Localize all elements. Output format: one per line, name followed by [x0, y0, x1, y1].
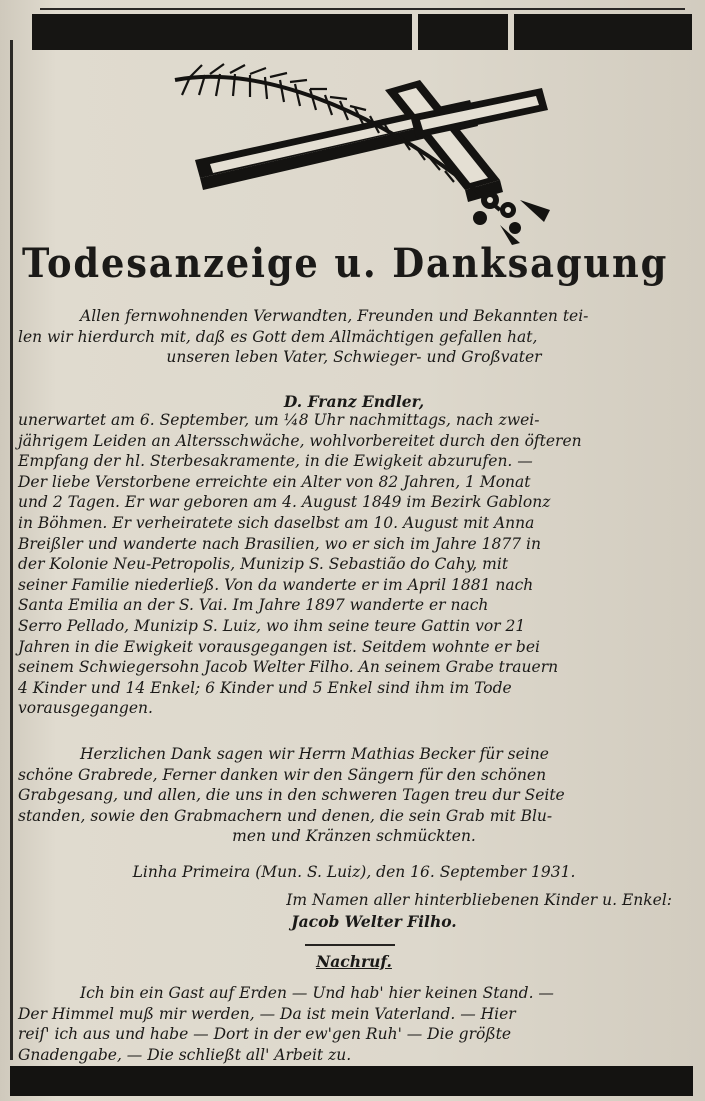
nachruf-heading: Nachruf.	[316, 952, 392, 971]
text-line: Gnadengabe, — Die schließt all' Arbeit zu.	[18, 1045, 352, 1064]
text-line: Grabgesang, und allen, die uns in den schweren Tagen treu dur Seite	[18, 786, 565, 805]
text-line: in Böhmen. Er verheiratete sich daselbst am 10. August mit Anna	[18, 513, 535, 532]
text-line: Der liebe Verstorbene erreichte ein Alter von 82 Jahren, 1 Monat	[18, 472, 531, 491]
border-segment	[418, 14, 508, 50]
text-line: und 2 Tagen. Er war geboren am 4. August 1849 im Bezirk Gablonz	[18, 493, 551, 512]
text-line: der Kolonie Neu-Petropolis, Munizip S. Sebastião do Cahy, mit	[18, 555, 509, 574]
place-date: Linha Primeira (Mun. S. Luiz), den 16. September 1931.	[132, 863, 576, 881]
border-segment	[32, 14, 412, 50]
nachruf-poem	[18, 983, 690, 1065]
text-line: jährigem Leiden an Altersschwäche, wohlvorbereitet durch den öfteren	[18, 431, 582, 450]
text-line: schöne Grabrede, Ferner danken wir den Sängern für den schönen	[18, 765, 547, 784]
text-line: seinem Schwiegersohn Jacob Welter Filho. An seinem Grabe trauern	[18, 658, 559, 677]
place-date-block	[18, 862, 690, 883]
signature-name-block	[18, 912, 690, 933]
signature-line: Im Namen aller hinterbliebenen Kinder u. Enkel:	[286, 891, 672, 909]
text-line: Breißler und wanderte nach Brasilien, wo er sich im Jahre 1877 in	[18, 534, 541, 553]
text-line: Empfang der hl. Sterbesakramente, in die Ewigkeit abzurufen. —	[18, 452, 533, 471]
text-line: len wir hierdurch mit, daß es Gott dem Allmächtigen gefallen hat,	[18, 327, 538, 346]
thanks-paragraph	[18, 744, 690, 847]
text-line: 4 Kinder und 14 Enkel; 6 Kinder und 5 Enkel sind ihm im Tode	[18, 678, 512, 697]
text-line: unerwartet am 6. September, um ¼8 Uhr nachmittags, nach zwei-	[18, 411, 540, 429]
body-paragraph	[18, 410, 690, 719]
border-segment	[514, 14, 692, 50]
top-border-bar	[32, 14, 692, 50]
nachruf-heading-block	[18, 952, 690, 973]
text-line: Serro Pellado, Munizip S. Luiz, wo ihm seine teure Gattin vor 21	[18, 616, 526, 635]
text-line: men und Kränzen schmückten.	[232, 827, 476, 846]
text-line: unseren leben Vater, Schwieger- und Großvater	[166, 348, 542, 367]
signature-name: Jacob Welter Filho.	[291, 912, 457, 931]
text-line: vorausgegangen.	[18, 699, 153, 718]
text-line: Herzlichen Dank sagen wir Herrn Mathias Becker für seine	[80, 745, 549, 763]
text-line: standen, sowie den Grabmachern und denen, die sein Grab mit Blu-	[18, 806, 553, 825]
text-line: seiner Familie niederließ. Von da wanderte er im April 1881 nach	[18, 575, 534, 594]
text-line: Jahren in die Ewigkeit vorausgegangen ist. Seitdem wohnte er bei	[18, 637, 540, 656]
text-line: Allen fernwohnenden Verwandten, Freunden und Bekannten tei-	[80, 307, 589, 325]
left-border-rule	[10, 40, 13, 1060]
signature-block	[18, 890, 690, 911]
cross-with-palm-frond-icon	[170, 60, 570, 245]
page-title: Todesanzeige u. Danksagung	[22, 240, 669, 287]
deceased-name: D. Franz Endler,	[283, 392, 425, 411]
top-edge-rule	[40, 0, 685, 10]
text-line: Ich bin ein Gast auf Erden — Und hab' hier keinen Stand. —	[80, 984, 554, 1002]
text-line: Der Himmel muß mir werden, — Da ist mein Vaterland. — Hier	[18, 1004, 516, 1023]
intro-paragraph	[18, 306, 690, 368]
text-line: Santa Emilia an der S. Vai. Im Jahre 1897 wanderte er nach	[18, 596, 489, 615]
section-divider	[305, 944, 395, 946]
text-line: reiſ' ich aus und habe — Dort in der ew'gen Ruh' — Die größte	[18, 1025, 512, 1044]
bottom-border-bar	[10, 1066, 693, 1096]
